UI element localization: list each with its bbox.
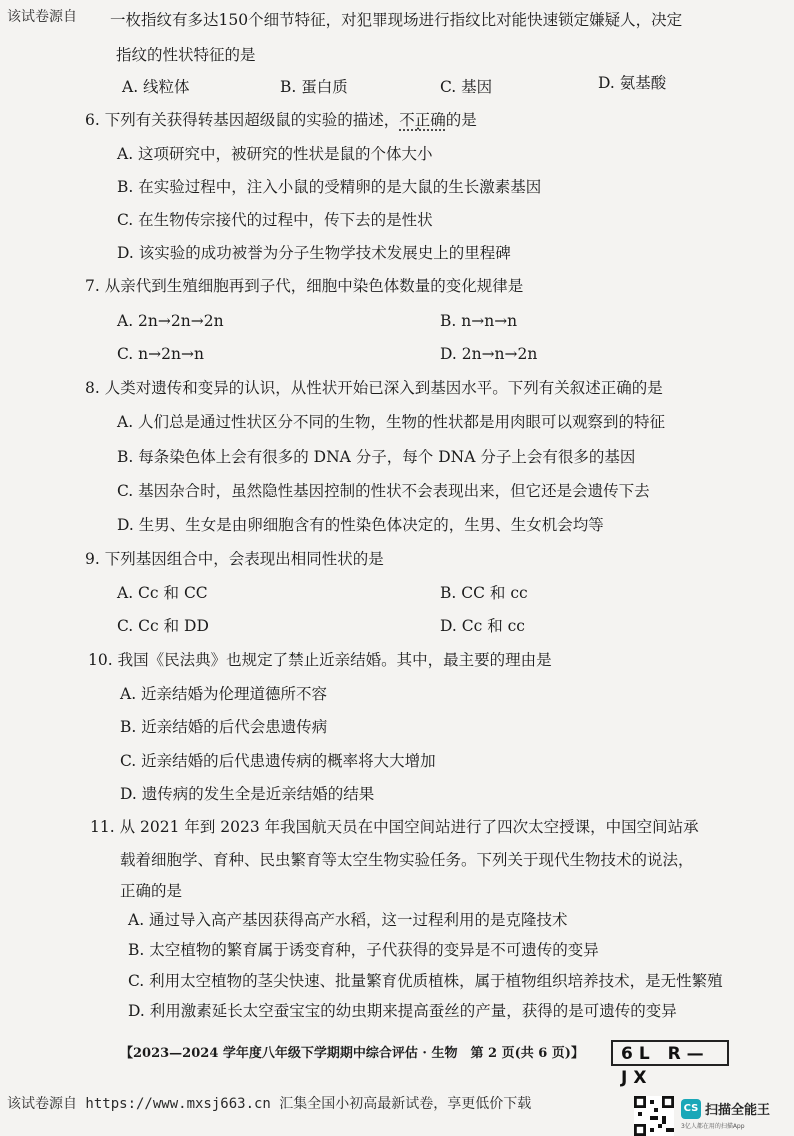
- camscanner-name: 扫描全能王: [705, 1103, 771, 1118]
- q11-line3: 正确的是: [120, 882, 183, 900]
- q10-option-d: D. 遗传病的发生全是近亲结婚的结果: [120, 785, 375, 803]
- q5-option-c: C. 基因: [440, 78, 493, 96]
- q6-stem-emphasis: 不正确: [399, 111, 446, 129]
- q6-stem-a: 6. 下列有关获得转基因超级鼠的实验的描述，: [85, 111, 400, 129]
- q10-option-b: B. 近亲结婚的后代会患遗传病: [120, 718, 328, 736]
- q5-line1: 一枚指纹有多达150个细节特征，对犯罪现场进行指纹比对能快速锁定嫌疑人，决定: [110, 11, 683, 29]
- q9-option-c: C. Cc 和 DD: [117, 617, 209, 635]
- q6-stem-b: 的是: [445, 111, 477, 129]
- q6-stem: [85, 110, 477, 130]
- q7-option-d: D. 2n→n→2n: [440, 345, 538, 363]
- qr-code-icon: [634, 1096, 674, 1136]
- q9-option-b: B. CC 和 cc: [440, 584, 528, 602]
- q8-option-a: A. 人们总是通过性状区分不同的生物，生物的性状都是用肉眼可以观察到的特征: [117, 413, 666, 431]
- q11-option-b: B. 太空植物的繁育属于诱变育种，子代获得的变异是不可遗传的变异: [128, 941, 599, 959]
- q5-line2: 指纹的性状特征的是: [116, 46, 256, 64]
- q11-option-c: C. 利用太空植物的茎尖快速、批量繁育优质植株，属于植物组织培养技术，是无性繁殖: [128, 972, 723, 990]
- q5-option-b: B. 蛋白质: [280, 78, 348, 96]
- watermark-top: 该试卷源自: [7, 9, 77, 25]
- q11-option-a: A. 通过导入高产基因获得高产水稻，这一过程利用的是克隆技术: [128, 911, 568, 929]
- q5-option-a: A. 线粒体: [122, 78, 190, 96]
- watermark-bottom: 该试卷源自 https://www.mxsj663.cn 汇集全国小初高最新试卷，享更低价下载: [7, 1096, 532, 1112]
- q9-option-a: A. Cc 和 CC: [117, 584, 208, 602]
- q6-option-d: D. 该实验的成功被誉为分子生物学技术发展史上的里程碑: [117, 244, 511, 262]
- camscanner-tagline: 3亿人都在用的扫描App: [681, 1123, 745, 1130]
- q10-stem: 10. 我国《民法典》也规定了禁止近亲结婚。其中，最主要的理由是: [88, 651, 552, 669]
- q8-option-b: B. 每条染色体上会有很多的 DNA 分子，每个 DNA 分子上会有很多的基因: [117, 448, 636, 466]
- q7-option-a: A. 2n→2n→2n: [117, 312, 224, 330]
- q10-option-a: A. 近亲结婚为伦理道德所不容: [120, 685, 328, 703]
- q9-option-d: D. Cc 和 cc: [440, 617, 525, 635]
- q11-line2: 载着细胞学、育种、民虫繁育等太空生物实验任务。下列关于现代生物技术的说法，: [120, 851, 694, 869]
- q7-option-c: C. n→2n→n: [117, 345, 204, 363]
- camscanner-logo-icon: CS: [681, 1099, 701, 1119]
- q8-stem: 8. 人类对遗传和变异的认识，从性状开始已深入到基因水平。下列有关叙述正确的是: [85, 379, 663, 397]
- q7-stem: 7. 从亲代到生殖细胞再到子代，细胞中染色体数量的变化规律是: [85, 277, 524, 295]
- q5-option-d: D. 氨基酸: [598, 74, 667, 92]
- q8-option-d: D. 生男、生女是由卵细胞含有的性染色体决定的，生男、生女机会均等: [117, 516, 604, 534]
- q6-option-a: A. 这项研究中，被研究的性状是鼠的个体大小: [117, 145, 433, 163]
- q11-option-d: D. 利用激素延长太空蚕宝宝的幼虫期来提高蚕丝的产量，获得的是可遗传的变异: [128, 1002, 677, 1020]
- q6-option-c: C. 在生物传宗接代的过程中，传下去的是性状: [117, 211, 433, 229]
- q11-line1: 11. 从 2021 年到 2023 年我国航天员在中国空间站进行了四次太空授课，中国空间站承: [90, 818, 699, 836]
- q10-option-c: C. 近亲结婚的后代患遗传病的概率将大大增加: [120, 752, 436, 770]
- exam-code-box: 6L R—JX: [611, 1040, 729, 1066]
- q7-option-b: B. n→n→n: [440, 312, 518, 330]
- q8-option-c: C. 基因杂合时，虽然隐性基因控制的性状不会表现出来，但它还是会遗传下去: [117, 482, 650, 500]
- q9-stem: 9. 下列基因组合中，会表现出相同性状的是: [85, 550, 384, 568]
- q6-option-b: B. 在实验过程中，注入小鼠的受精卵的是大鼠的生长激素基因: [117, 178, 542, 196]
- page-footer: 【2023—2024 学年度八年级下学期期中综合评估 · 生物 第 2 页(共 6 页)】: [120, 1046, 584, 1061]
